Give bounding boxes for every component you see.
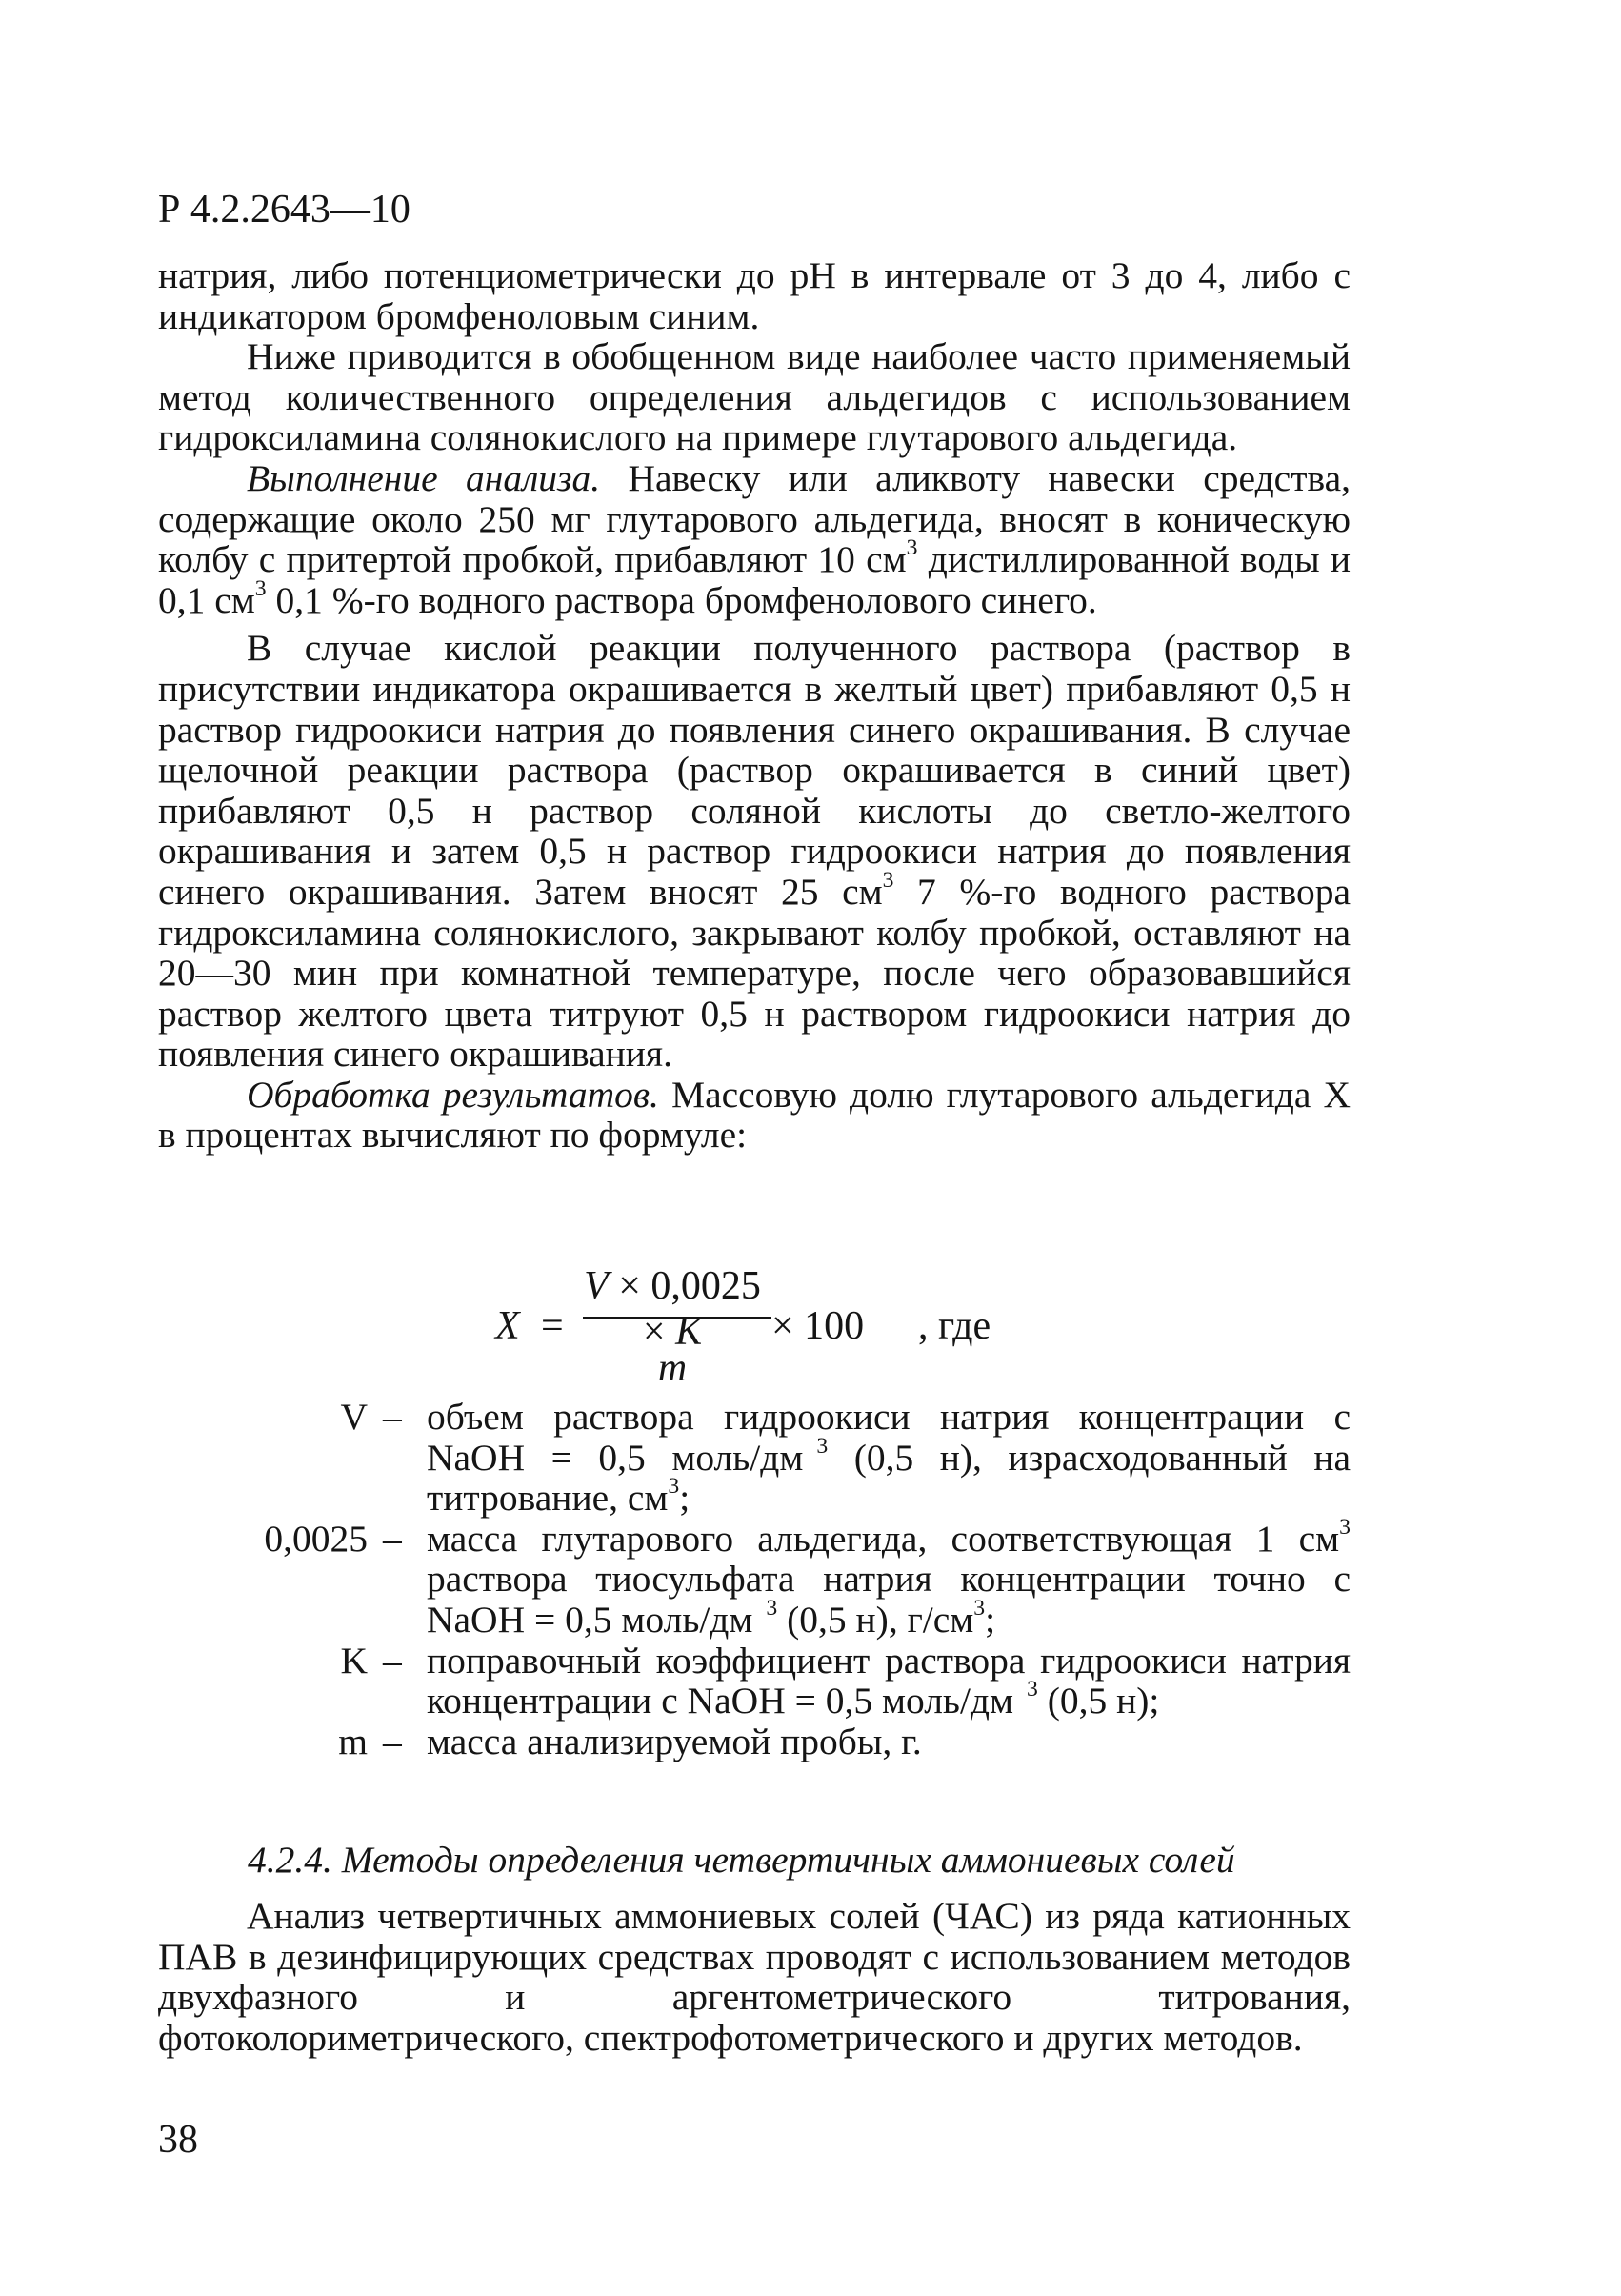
superscript: 3 (254, 575, 267, 601)
formula-lhs: X (495, 1304, 520, 1348)
definition-text: объем раствора гидроокиси натрия концентрации с NaOH = 0,5 моль/дм $^3$ (0,5 н), израсходованный на титрование, $см^3$; (427, 1396, 1351, 1520)
definition-text: масса анализируемой пробы, г. (427, 1720, 922, 1762)
definition-dash: – (383, 1396, 402, 1438)
formula-multiplier: × 100 (771, 1304, 865, 1348)
section-title: 4.2.4. Методы определения четвертичных аммониевых солей (248, 1839, 1235, 1881)
paragraph-continuation: натрия, либо потенциометрически до pH в интервале от 3 до 4, либо с индикатором бромфеноловым синим. (158, 254, 1351, 337)
definition-symbol: 0,0025 (264, 1517, 368, 1560)
results-text: Массовую долю глутарового альдегида X в процентах вычисляют по формуле: (158, 1073, 1351, 1157)
text-block-method (158, 255, 1351, 1156)
superscript: 3 (668, 1474, 680, 1500)
reaction-text-a: В случае кислой реакции полученного раствора (раствор в присутствии индикатора окрашивается в желтый цвет) прибавляют 0,5 н раствор гидроокиси натрия до появления синего окрашивания. В случае щелочной реакции раствора (раствор окрашивается в синий цвет) прибавляют 0,5 н раствор соляной кислоты до светло-желтого окрашивания и затем 0,5 н раствор гидроокиси натрия до появления синего окрашивания. Затем вносят 25 см (158, 627, 1351, 913)
formula-num-mid: × 0,0025 × (608, 1264, 761, 1354)
definition-symbol: m (338, 1720, 368, 1762)
definition-text: поправочный коэффициент раствора гидроокиси натрия концентрации с NaOH = 0,5 моль/дм $^3$ (0,5 н); (427, 1639, 1351, 1722)
paragraph-analysis (158, 458, 1351, 620)
superscript: 3 (882, 868, 894, 894)
formula-denominator: m (657, 1346, 688, 1390)
superscript: 3 (906, 535, 918, 561)
definition-coefficient (158, 1515, 1351, 1641)
definition-symbol: K (340, 1639, 368, 1682)
analysis-text-a: Навеску или аликвоту навески средства, содержащие около 250 мг глутарового альдегида, вносят в коническую колбу с притертой пробкой, прибавляют 10 см (158, 456, 1351, 581)
definition-dash: – (383, 1517, 402, 1560)
paragraph-quaternary: Анализ четвертичных аммониевых солей (ЧАС) из ряда катионных ПАВ в дезинфицирующих средствах проводят с использованием методов двухфазного и аргентометрического титрования, фотоколориметрического, спектрофотометрического и других методов. (158, 1895, 1351, 2059)
paragraph-method-intro: Ниже приводится в обобщенном виде наиболее часто применяемый метод количественного определения альдегидов с использованием гидроксиламина солянокислого на примере глутарового альдегида. (158, 335, 1351, 459)
formula-numerator (577, 1263, 768, 1355)
document-code: Р 4.2.2643—10 (158, 188, 410, 232)
definition-dash: – (383, 1720, 402, 1762)
analysis-lead: Выполнение анализа. (247, 456, 601, 499)
results-lead: Обработка результатов. (247, 1073, 659, 1116)
definition-m (158, 1722, 1351, 1762)
paragraph-reaction (158, 628, 1351, 1075)
formula-var-k: K (675, 1310, 703, 1354)
definition-symbol: V (340, 1396, 368, 1438)
paragraph-results (158, 1075, 1351, 1156)
superscript: 3 (766, 1596, 778, 1621)
formula-where: , где (918, 1304, 991, 1348)
definitions-list (158, 1397, 1351, 1762)
superscript: 3 (816, 1433, 829, 1459)
definition-text: масса глутарового альдегида, соответствующая 1 $см^3$ раствора тиосульфата натрия концентрации точно с NaOH = 0,5 моль/дм $^3$ (0,5 н), $г/см^3$; (427, 1515, 1351, 1641)
text-block-quaternary (158, 1896, 1351, 2058)
page-number: 38 (158, 2118, 198, 2162)
definition-v (158, 1397, 1351, 1519)
definition-k (158, 1641, 1351, 1722)
reaction-text-b: 7 %-го водного раствора гидроксиламина солянокислого, закрывают колбу пробкой, оставляют на 20—30 мин при комнатной температуре, после чего образовавшийся раствор желтого цвета титруют 0,5 н раствором гидроокиси натрия до появления синего окрашивания. (158, 870, 1351, 1076)
definition-dash: – (383, 1639, 402, 1682)
formula-equals: = (541, 1304, 564, 1348)
formula-var-v: V (584, 1264, 609, 1308)
analysis-text-c: 0,1 %-го водного раствора бромфенолового синего. (266, 578, 1097, 621)
analysis-text-b: дистиллированной воды и 0,1 см (158, 538, 1351, 621)
superscript: 3 (1339, 1515, 1351, 1541)
superscript: 3 (1027, 1677, 1038, 1702)
superscript: 3 (973, 1596, 986, 1621)
formula (495, 1263, 1086, 1397)
fraction-bar (583, 1317, 771, 1319)
